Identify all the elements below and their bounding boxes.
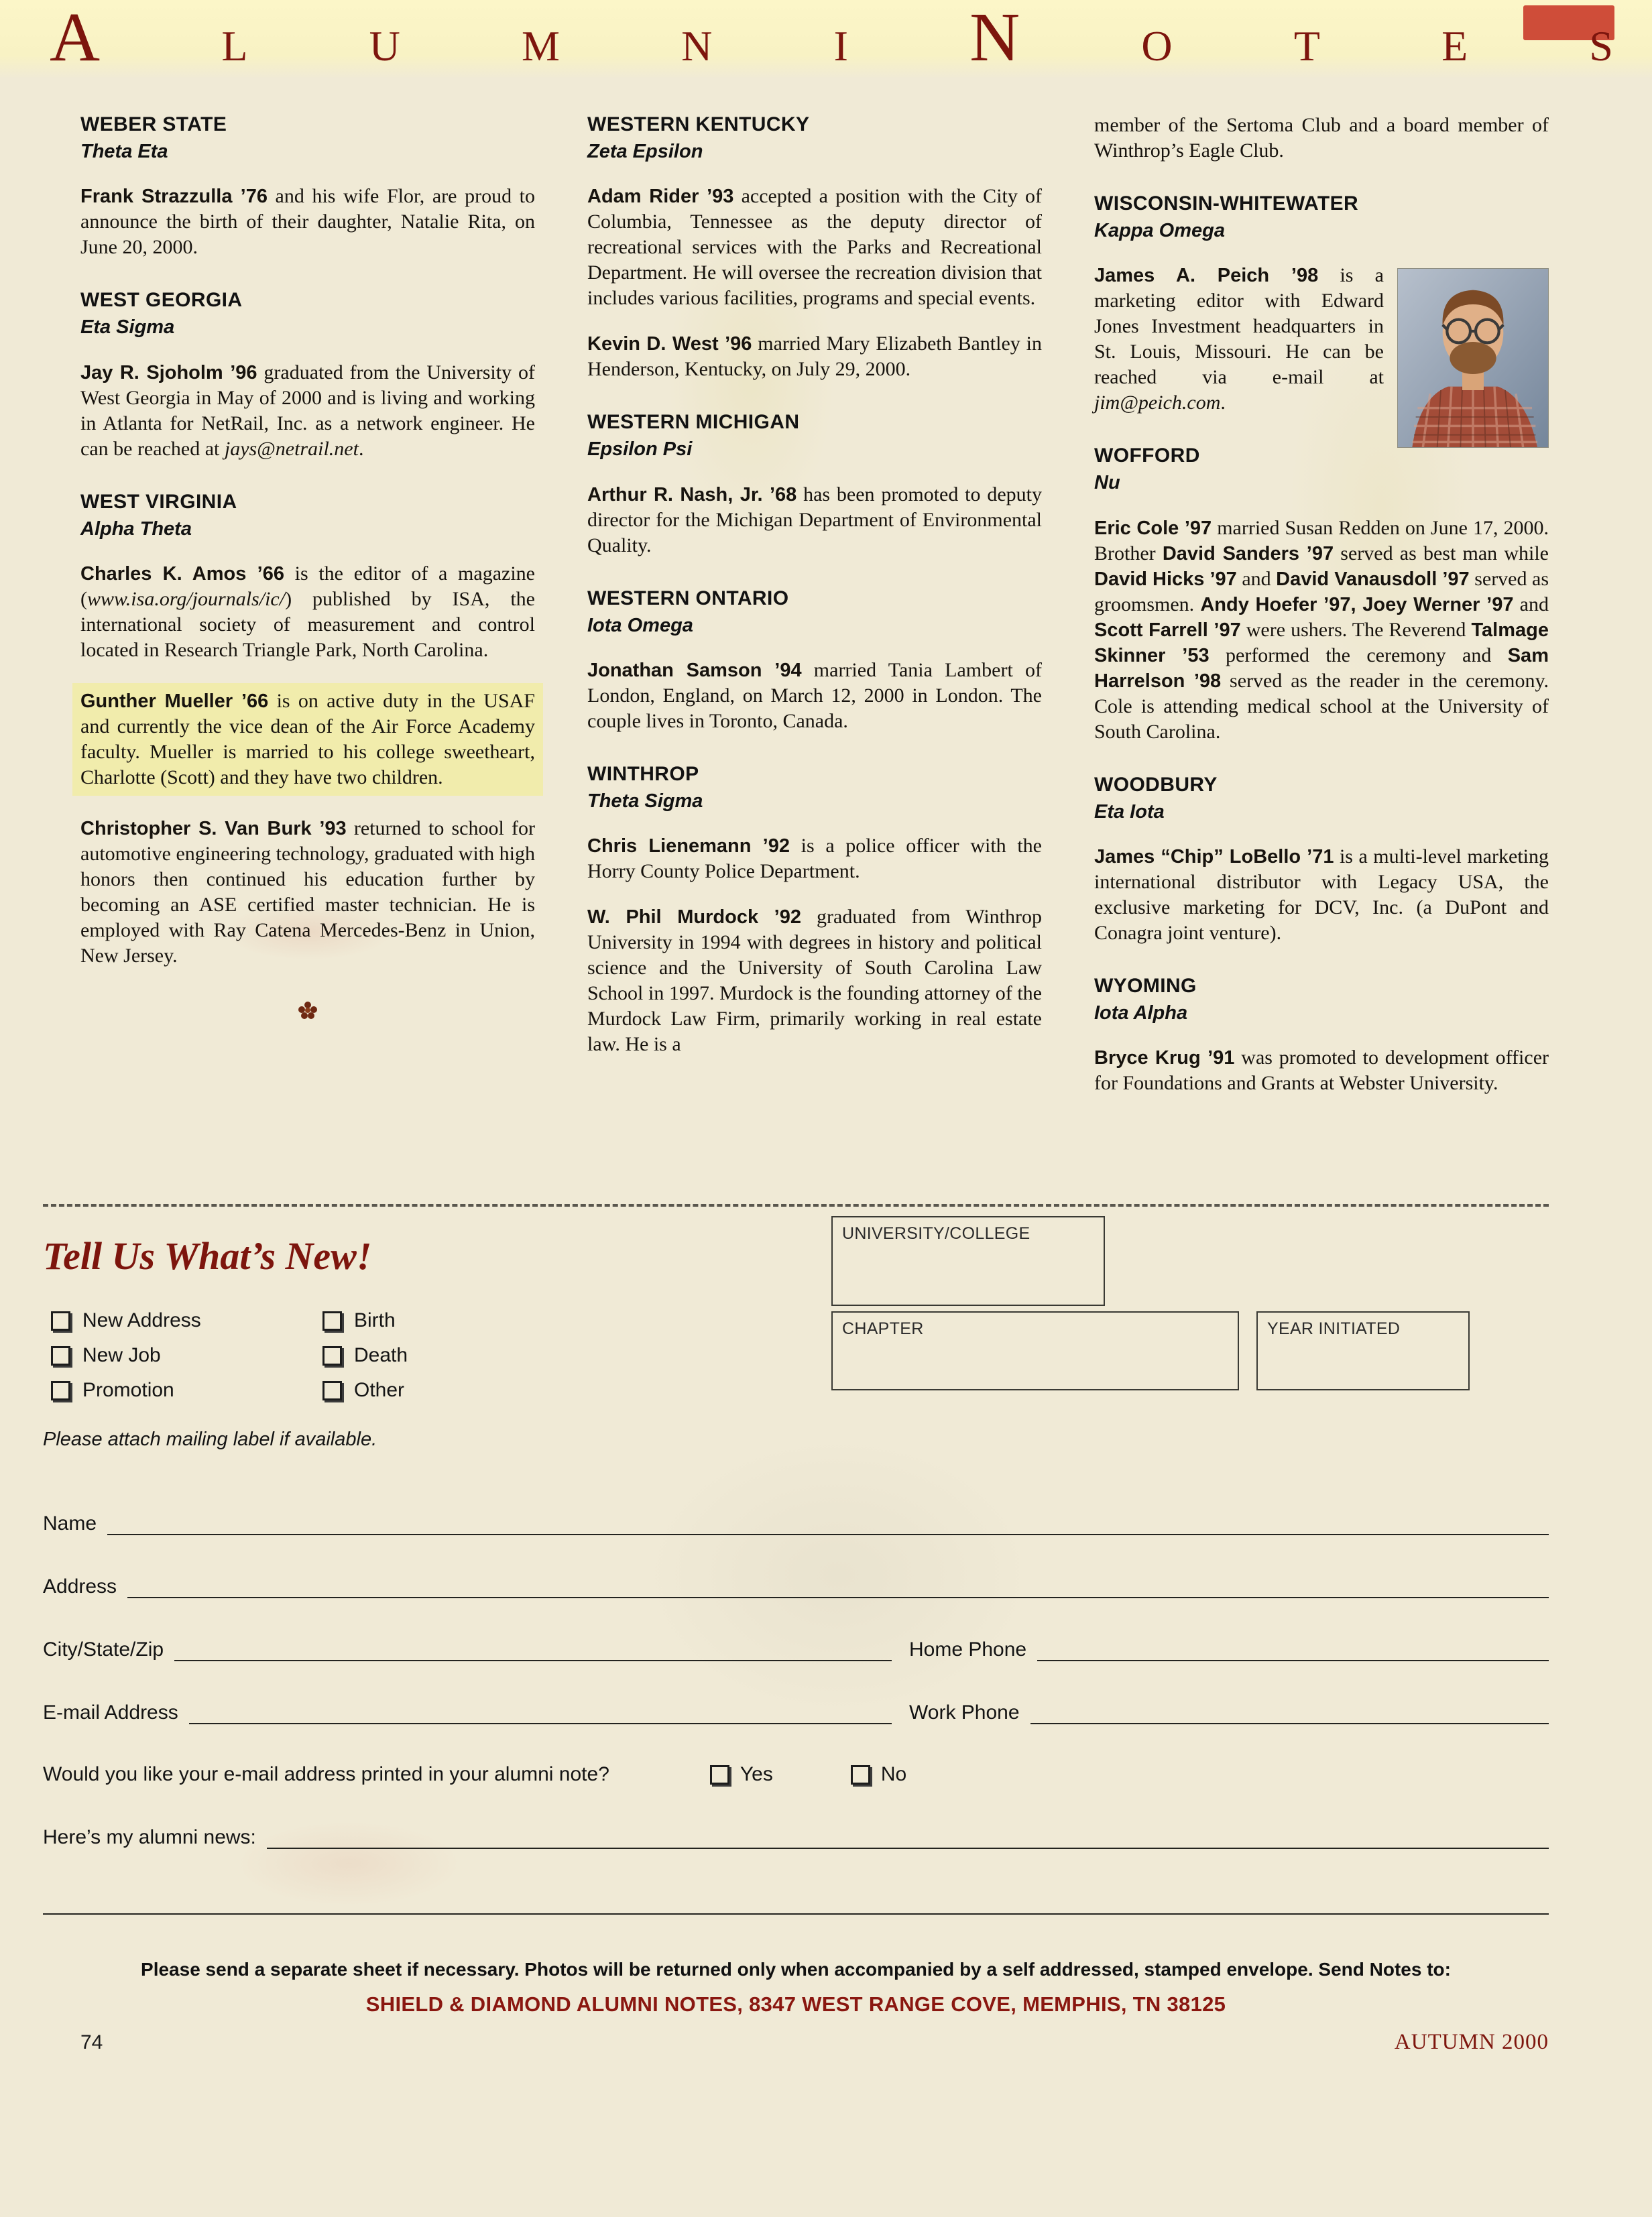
alumni-note: W. Phil Murdock ’92 graduated from Winthrop University in 1994 with degrees in history and political science and the University of South Carolina Law School in 1997. Murdock is the founding attorney of the Murdock Law Firm, primarily working in real estate law. He is a <box>587 906 1042 1055</box>
check-item-birth <box>322 1309 537 1332</box>
chapter-heading <box>80 490 535 541</box>
form-top-left <box>43 1216 831 1451</box>
column-right <box>1094 113 1549 1096</box>
university-college-label: UNIVERSITY/COLLEGE <box>842 1224 1030 1243</box>
checkbox-icon <box>710 1765 729 1785</box>
chapter-name: Zeta Epsilon <box>587 141 703 162</box>
chapter-name: Alpha Theta <box>80 518 192 540</box>
title-letter: A <box>50 0 101 76</box>
tell-us-form <box>43 1204 1549 2017</box>
update-type-checkboxes <box>43 1309 831 1402</box>
send-address: SHIELD & DIAMOND ALUMNI NOTES, 8347 WEST RANGE COVE, MEMPHIS, TN 38125 <box>365 1992 1226 2016</box>
school-name: WOFFORD <box>1094 444 1200 467</box>
chapter-heading <box>1094 444 1549 495</box>
chapter-heading <box>587 762 1042 813</box>
issue-label: AUTUMN 2000 <box>1394 2030 1549 2054</box>
alumni-note: Jay R. Sjoholm ’96 graduated from the University of West Georgia in May of 2000 and is living and working in Atlanta for NetRail, Inc. as a network engineer. He can be reached at jays@netrail.net. <box>80 361 535 460</box>
no-option <box>851 1763 906 1786</box>
alumni-note: Eric Cole ’97 married Susan Redden on June 17, 2000. Brother David Sanders ’97 served as best man while David Hicks ’97 and David Vanausdoll ’97 served as groomsmen. Andy Hoefer ’97, Joey Werner ’97 and Scott Farrell ’97 were ushers. The Reverend Talmage Skinner ’53 performed the ceremony and Sam Harrelson ’98 served as the reader in the ceremony. Cole is attending medical school at the University of South Carolina. <box>1094 516 1549 743</box>
chapter-heading <box>1094 773 1549 824</box>
title-letter: N <box>681 22 713 70</box>
chapter-label: CHAPTER <box>842 1319 924 1338</box>
form-top-area <box>43 1216 1549 1451</box>
alumni-note: Frank Strazzulla ’76 and his wife Flor, are proud to announce the birth of their daughter, Natalie Rita, on June 20, 2000. <box>80 185 535 259</box>
title-letter: E <box>1441 22 1468 70</box>
page-number: 74 <box>80 2031 103 2053</box>
checkbox-icon <box>851 1765 870 1785</box>
school-name: WESTERN ONTARIO <box>587 587 789 609</box>
checkbox-label: New Job <box>82 1344 161 1366</box>
check-item-new-address <box>51 1309 322 1332</box>
university-college-box <box>831 1216 1105 1306</box>
school-name: WESTERN MICHIGAN <box>587 411 800 434</box>
city-home-row <box>43 1636 1549 1661</box>
check-item-other <box>322 1379 537 1402</box>
work-phone-write-line <box>1030 1699 1549 1724</box>
school-name: WEBER STATE <box>80 113 227 135</box>
checkbox-label: New Address <box>82 1309 201 1331</box>
home-phone-write-line <box>1037 1636 1549 1661</box>
title-letter: L <box>221 22 248 70</box>
alumni-note: Christopher S. Van Burk ’93 returned to school for automotive engineering technology, graduated with high honors then continued his education further by becoming an ASE certified master technician. He is employed with Ray Catena Mercedes-Benz in Union, New Jersey. <box>80 817 535 967</box>
form-top-right <box>831 1216 1470 1451</box>
school-name: WOODBURY <box>1094 773 1218 796</box>
address-field-row <box>43 1573 1549 1598</box>
chapter-heading <box>587 113 1042 164</box>
chapter-heading <box>80 113 535 164</box>
chapter-year-row <box>831 1311 1470 1390</box>
form-title: Tell Us What’s New! <box>43 1234 372 1278</box>
chapter-heading <box>80 288 535 339</box>
alumni-note: Gunther Mueller ’66 is on active duty in the USAF and currently the vice dean of the Air Force Academy faculty. Mueller is married to his college sweetheart, Charlotte (Scott) and they have two children. <box>72 683 543 796</box>
school-name: WYOMING <box>1094 974 1197 997</box>
alumni-news-label: Here’s my alumni news: <box>43 1826 256 1848</box>
title-letter: O <box>1141 22 1173 70</box>
checkbox-icon <box>322 1381 342 1400</box>
alumni-note: member of the Sertoma Club and a board member of Winthrop’s Eagle Club. <box>1094 114 1549 162</box>
check-item-death <box>322 1344 537 1367</box>
year-initiated-label: YEAR INITIATED <box>1267 1319 1401 1338</box>
home-phone-label: Home Phone <box>909 1638 1027 1661</box>
checkbox-label: Other <box>354 1379 405 1401</box>
chapter-name: Epsilon Psi <box>587 438 693 461</box>
alumni-note: James A. Peich ’98 is a marketing editor with Edward Jones Investment headquarters in St. Louis, Missouri. He can be reached via e-mail at jim@peich.com. <box>1094 263 1549 416</box>
title-letter: M <box>522 22 560 70</box>
no-label: No <box>880 1763 907 1785</box>
school-name: WESTERN KENTUCKY <box>587 113 810 135</box>
chapter-name: Kappa Omega <box>1094 220 1225 241</box>
city-state-zip-write-line <box>174 1636 892 1661</box>
name-field-row <box>43 1510 1549 1535</box>
chapter-name: Theta Eta <box>80 141 168 162</box>
yes-option <box>710 1763 773 1786</box>
alumni-notes-columns <box>80 113 1549 1096</box>
yes-label: Yes <box>740 1763 773 1785</box>
alumni-news-write-line <box>267 1823 1549 1849</box>
checkbox-icon <box>51 1346 70 1366</box>
check-item-promotion <box>51 1379 322 1402</box>
checkbox-label: Promotion <box>82 1379 174 1401</box>
send-instructions: Please send a separate sheet if necessary. Photos will be returned only when accompanied by a self addressed, stamped envelope. Send Notes to: <box>141 1959 1451 1980</box>
name-label: Name <box>43 1512 97 1535</box>
city-state-zip-label: City/State/Zip <box>43 1638 164 1661</box>
mailing-label-note: Please attach mailing label if available. <box>43 1429 377 1450</box>
alumni-note: James “Chip” LoBello ’71 is a multi-level marketing international distributor with Legacy USA, the exclusive marketing for DCV, Inc. (a DuPont and Conagra joint venture). <box>1094 845 1549 944</box>
chapter-heading <box>1094 192 1549 243</box>
chapter-name: Nu <box>1094 472 1120 494</box>
alumni-notes-header <box>0 0 1652 79</box>
title-letter: U <box>369 22 400 70</box>
checkbox-icon <box>51 1381 70 1400</box>
title-letter: T <box>1293 22 1320 70</box>
name-write-line <box>107 1510 1549 1535</box>
school-name: WEST GEORGIA <box>80 289 243 312</box>
school-name: WEST VIRGINIA <box>80 490 237 513</box>
checkbox-icon <box>51 1311 70 1331</box>
alumni-note: Kevin D. West ’96 married Mary Elizabeth Bantley in Henderson, Kentucky, on July 29, 2000. <box>587 333 1043 381</box>
email-address-write-line <box>189 1699 892 1724</box>
chapter-heading <box>587 587 1042 638</box>
chapter-name: Iota Omega <box>587 614 693 636</box>
page-title <box>50 0 1613 76</box>
alumnus-portrait-photo <box>1397 268 1549 448</box>
work-phone-label: Work Phone <box>909 1701 1020 1724</box>
alumni-note: Chris Lienemann ’92 is a police officer with the Horry County Police Department. <box>587 835 1042 882</box>
page-footer <box>80 2030 1549 2055</box>
check-item-new-job <box>51 1344 322 1367</box>
year-initiated-box <box>1256 1311 1470 1390</box>
extra-write-line <box>43 1913 1549 1915</box>
address-label: Address <box>43 1575 117 1598</box>
alumni-note: Charles K. Amos ’66 is the editor of a magazine (www.isa.org/journals/ic/) published by ISA, the international society of measurement and control located in Research Triangle Park, North Carolina. <box>80 562 535 661</box>
email-work-row <box>43 1699 1549 1724</box>
alumni-note: Jonathan Samson ’94 married Tania Lambert of London, England, on March 12, 2000 in London. The couple lives in Toronto, Canada. <box>587 658 1042 732</box>
chapter-name: Eta Sigma <box>80 316 175 339</box>
chapter-name: Iota Alpha <box>1094 1002 1188 1024</box>
column-left <box>80 113 535 1096</box>
cut-line <box>43 1204 1549 1207</box>
column-middle <box>587 113 1042 1096</box>
alumni-note: Adam Rider ’93 accepted a position with the City of Columbia, Tennessee as the deputy director of recreational services with the Parks and Recreational Department. He will oversee the recreation division that includes various facilities, programs and special events. <box>587 185 1042 310</box>
news-field-row <box>43 1823 1549 1849</box>
email-print-question-row <box>43 1763 1549 1786</box>
email-address-label: E-mail Address <box>43 1701 178 1724</box>
chapter-box <box>831 1311 1239 1390</box>
chapter-name: Theta Sigma <box>587 790 703 812</box>
alumni-note: Bryce Krug ’91 was promoted to development officer for Foundations and Grants at Webster University. <box>1094 1046 1549 1094</box>
school-name: WISCONSIN-WHITEWATER <box>1094 192 1359 215</box>
email-print-question: Would you like your e-mail address printed in your alumni note? <box>43 1763 609 1785</box>
checkbox-icon <box>322 1311 342 1331</box>
checkbox-icon <box>322 1346 342 1366</box>
title-letter: N <box>969 0 1020 76</box>
chapter-name: Eta Iota <box>1094 800 1165 823</box>
chapter-heading <box>1094 974 1549 1025</box>
address-write-line <box>127 1573 1549 1598</box>
flower-ornament-icon <box>80 1000 535 1024</box>
title-letter: S <box>1589 22 1613 70</box>
checkbox-label: Death <box>354 1344 408 1366</box>
school-name: WINTHROP <box>587 762 699 785</box>
chapter-heading <box>587 410 1042 461</box>
alumni-note: Arthur R. Nash, Jr. ’68 has been promoted to deputy director for the Michigan Department of Environmental Quality. <box>587 483 1042 556</box>
title-letter: I <box>833 22 848 70</box>
checkbox-label: Birth <box>354 1309 396 1331</box>
